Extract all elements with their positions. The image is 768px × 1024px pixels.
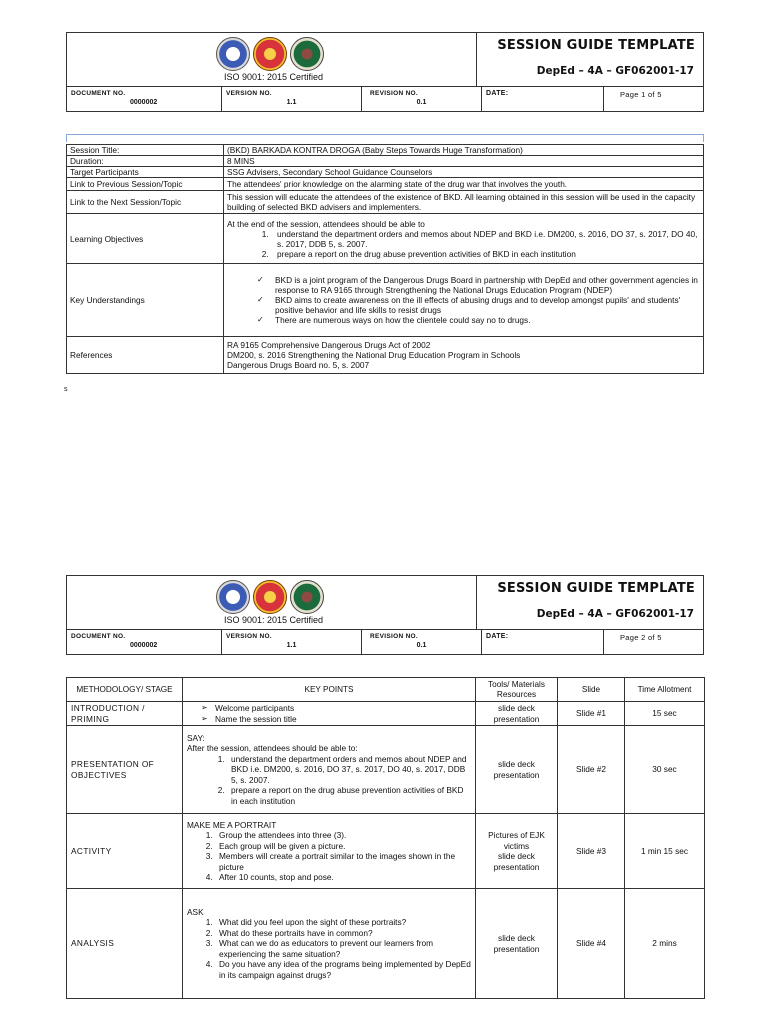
time-cell: 1 min 15 sec [625,814,705,889]
column-header: METHODOLOGY/ STAGE [67,678,183,702]
next-session-value: This session will educate the attendees of the existence of BKD. All learning obtained in this session will be used in the capacity building of selected BKD advisers and implementers. [224,191,704,214]
list-item: ➢ Welcome participants [215,703,471,714]
list-item: 2. prepare a report on the drug abuse prevention activities of BKD in each institution [271,249,700,259]
list-item: 4. After 10 counts, stop and pose. [215,872,471,883]
references-value [224,337,704,374]
slide-cell: Slide #4 [558,889,625,999]
column-header: Time Allotment [625,678,705,702]
list-item: ➢ Name the session title [215,714,471,725]
list-item: 2. What do these portraits have in common? [215,928,471,939]
table-row [67,889,705,999]
slide-cell: Slide #3 [558,814,625,889]
region-seal-icon [253,580,287,614]
template-title: SESSION GUIDE TEMPLATE [497,38,695,53]
table-row [67,191,704,214]
agency-logos [216,580,324,614]
tools-cell: slide deck presentation [476,726,558,814]
slide-cell: Slide #1 [558,702,625,726]
list-item: ✓ BKD aims to create awareness on the ill effects of abusing drugs and to develop amongst pupils' and students' positive behavior and life skills to resist drugs [275,295,700,315]
tools-item: slide deck presentation [493,851,540,872]
divider [66,134,704,142]
list-item: 2. prepare a report on the drug abuse prevention activities of BKD in each institution [227,785,471,806]
document-no-value: 0000002 [130,642,158,649]
list-item: 1. understand the department orders and memos about NDEP and BKD i.e. DM200, s. 2016, DO 37, s. 2017, DO 40, s. 2017, DDB 5, s. 2007. [227,754,471,786]
learning-objectives-intro: At the end of the session, attendees should be able to [227,218,425,229]
list-item: 4. Do you have any idea of the programs being implemented by DepEd in its campaign against drugs? [215,959,471,980]
key-understandings-value [224,264,704,337]
objectives-intro: After the session, attendees should be able to: [187,743,358,754]
region-seal-icon [253,37,287,71]
say-label: SAY: [187,732,205,743]
tools-cell: slide deck presentation [476,889,558,999]
stray-mark: s [64,386,68,393]
duration-value: 8 MINS [224,156,704,167]
table-row [67,156,704,167]
column-header: KEY POINTS [183,678,476,702]
session-title-value: (BKD) BARKADA KONTRA DROGA (Baby Steps Towards Huge Transformation) [224,145,704,156]
iso-certification: ISO 9001: 2015 Certified [223,72,324,82]
key-points-cell [183,726,476,814]
revision-no-value: 0.1 [416,99,427,106]
previous-session-label: Link to Previous Session/Topic [67,178,224,191]
document-no-label: DOCUMENT NO. [71,633,126,640]
page-number: Page 1 of 5 [620,90,662,99]
list-item: ✓ There are numerous ways on how the clientele could say no to drugs. [275,315,700,325]
stage-cell: PRESENTATION OF OBJECTIVES [67,726,183,814]
document-no-value: 0000002 [130,99,158,106]
table-row [67,337,704,374]
list-item: 1. Group the attendees into three (3). [215,830,471,841]
list-item: ✓ BKD is a joint program of the Dangerous Drugs Board in partnership with DepEd and other government agencies in response to RA 9165 through Strengthening the National Drugs Education Program (NDEP) [275,275,700,295]
methodology-table [66,677,705,999]
date-label: DATE: [486,633,509,640]
tools-cell: slide deck presentation [476,702,558,726]
division-seal-icon [290,37,324,71]
session-info-table [66,144,704,374]
document-no-label: DOCUMENT NO. [71,90,126,97]
table-row [67,167,704,178]
revision-no-value: 0.1 [416,642,427,649]
activity-title: MAKE ME A PORTRAIT [187,819,277,830]
version-no-value: 1.1 [286,642,297,649]
tools-cell [476,814,558,889]
list-item: 3. What can we do as educators to prevent our learners from experiencing the same situation? [215,938,471,959]
target-participants-label: Target Participants [67,167,224,178]
stage-cell: INTRODUCTION / PRIMING [67,702,183,726]
table-header-row [67,678,705,702]
list-item: 1. understand the department orders and memos about NDEP and BKD i.e. DM200, s. 2016, DO 37, s. 2017, DO 40, s. 2017, DDB 5, s. 2007. [271,229,700,249]
version-no-value: 1.1 [286,99,297,106]
ask-label: ASK [187,906,204,917]
key-understandings-label: Key Understandings [67,264,224,337]
agency-logos [216,37,324,71]
table-row [67,726,705,814]
learning-objectives-value [224,214,704,264]
division-seal-icon [290,580,324,614]
reference-item: Dangerous Drugs Board no. 5, s. 2007 [227,360,370,370]
table-row [67,702,705,726]
document-header-page-2 [66,575,704,655]
next-session-label: Link to the Next Session/Topic [67,191,224,214]
previous-session-value: The attendees' prior knowledge on the alarming state of the drug war that involves the youth. [224,178,704,191]
list-item: 3. Members will create a portrait similar to the images shown in the picture [215,851,471,872]
stage-cell: ANALYSIS [67,889,183,999]
key-points-cell [183,702,476,726]
duration-label: Duration: [67,156,224,167]
list-item: 2. Each group will be given a picture. [215,841,471,852]
revision-no-label: REVISION NO. [370,633,419,640]
deped-seal-icon [216,37,250,71]
time-cell: 2 mins [625,889,705,999]
tools-item: Pictures of EJK victims [488,830,545,851]
target-participants-value: SSG Advisers, Secondary School Guidance Counselors [224,167,704,178]
stage-cell: ACTIVITY [67,814,183,889]
slide-cell: Slide #2 [558,726,625,814]
form-code: DepEd – 4A – GF062001-17 [536,608,694,620]
table-row [67,214,704,264]
revision-no-label: REVISION NO. [370,90,419,97]
reference-item: RA 9165 Comprehensive Dangerous Drugs Act of 2002 [227,340,431,350]
table-row [67,178,704,191]
column-header: Tools/ Materials Resources [476,678,558,702]
deped-seal-icon [216,580,250,614]
learning-objectives-label: Learning Objectives [67,214,224,264]
key-points-cell [183,889,476,999]
form-code: DepEd – 4A – GF062001-17 [536,65,694,77]
references-label: References [67,337,224,374]
iso-certification: ISO 9001: 2015 Certified [223,615,324,625]
version-no-label: VERSION NO. [226,90,272,97]
column-header: Slide [558,678,625,702]
table-row [67,145,704,156]
page-number: Page 2 of 5 [620,633,662,642]
reference-item: DM200, s. 2016 Strengthening the National Drug Education Program in Schools [227,350,521,360]
date-label: DATE: [486,90,509,97]
key-points-cell [183,814,476,889]
session-title-label: Session Title: [67,145,224,156]
list-item: 1. What did you feel upon the sight of these portraits? [215,917,471,928]
time-cell: 30 sec [625,726,705,814]
time-cell: 15 sec [625,702,705,726]
template-title: SESSION GUIDE TEMPLATE [497,581,695,596]
table-row [67,814,705,889]
table-row [67,264,704,337]
version-no-label: VERSION NO. [226,633,272,640]
document-header-page-1 [66,32,704,112]
